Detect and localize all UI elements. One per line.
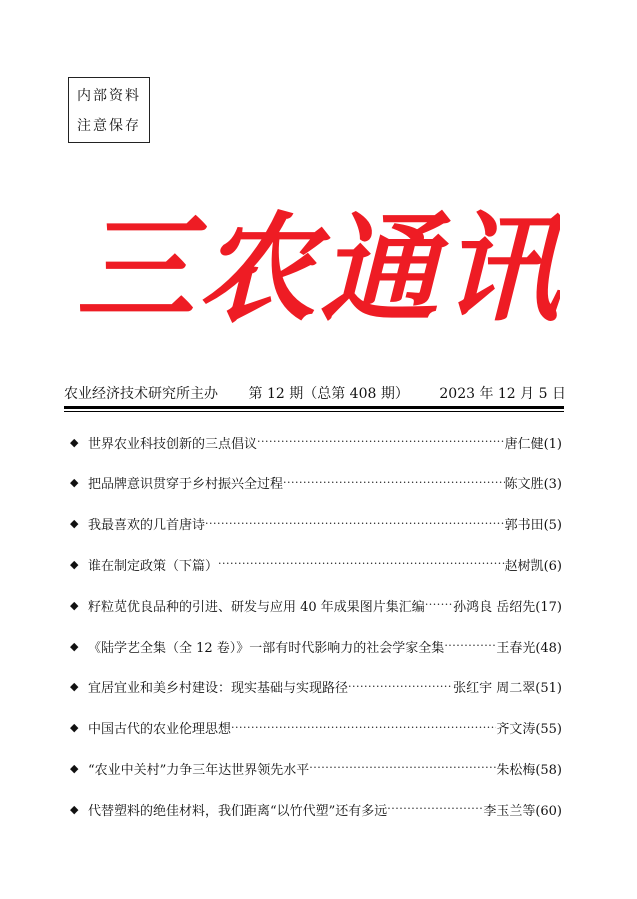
toc-item-title: 世界农业科技创新的三点倡议 bbox=[88, 436, 258, 452]
toc-item-author-page: 张红宇 周二翠(51) bbox=[453, 681, 562, 697]
toc-item-title: 籽粒苋优良品种的引进、研发与应用 40 年成果图片集汇编 bbox=[88, 599, 425, 615]
toc-item-title: 中国古代的农业伦理思想 bbox=[88, 722, 232, 738]
toc-item[interactable] bbox=[70, 636, 562, 656]
diamond-bullet-icon: ◆ bbox=[70, 557, 79, 571]
toc-item[interactable] bbox=[70, 595, 562, 615]
toc-leader-dots bbox=[257, 432, 505, 452]
toc-leader-dots bbox=[425, 595, 453, 615]
toc-leader-dots bbox=[283, 473, 505, 493]
toc-item-title: 代替塑料的绝佳材料，我们距离“以竹代塑”还有多远 bbox=[88, 803, 388, 819]
toc-item-title: 谁在制定政策（下篇） bbox=[88, 558, 219, 574]
toc-item[interactable] bbox=[70, 514, 562, 534]
masthead-calligraphy bbox=[80, 185, 560, 345]
toc-item-author-page: 郭书田(5) bbox=[504, 518, 562, 534]
toc-leader-dots bbox=[309, 758, 496, 778]
toc-item-author-page: 唐仁健(1) bbox=[504, 436, 562, 452]
toc-item-title: 把品牌意识贯穿于乡村振兴全过程 bbox=[88, 477, 284, 493]
toc-leader-dots bbox=[231, 718, 496, 738]
diamond-bullet-icon: ◆ bbox=[70, 721, 79, 735]
diamond-bullet-icon: ◆ bbox=[70, 476, 79, 490]
toc-item-title: 宜居宜业和美乡村建设：现实基础与实现路径 bbox=[88, 681, 349, 697]
toc-leader-dots bbox=[387, 799, 483, 819]
toc-item-author-page: 孙鸿良 岳绍先(17) bbox=[453, 599, 562, 615]
toc-item-author-page: 陈文胜(3) bbox=[504, 477, 562, 493]
toc-item[interactable] bbox=[70, 554, 562, 574]
diamond-bullet-icon: ◆ bbox=[70, 680, 79, 694]
toc-leader-dots bbox=[205, 514, 505, 534]
sponsor-text: 农业经济技术研究所主办 bbox=[64, 386, 218, 402]
toc-item[interactable] bbox=[70, 799, 562, 819]
header-rule-thin bbox=[64, 411, 564, 412]
masthead-title bbox=[80, 185, 560, 345]
masthead-text: 三农通讯 bbox=[80, 199, 560, 338]
diamond-bullet-icon: ◆ bbox=[70, 517, 79, 531]
issue-info-bar bbox=[64, 383, 566, 403]
diamond-bullet-icon: ◆ bbox=[70, 639, 79, 653]
toc-item-title: “农业中关村”力争三年达世界领先水平 bbox=[88, 762, 310, 778]
header-rule-thick bbox=[64, 406, 564, 409]
internal-material-stamp bbox=[68, 77, 150, 143]
toc-item[interactable] bbox=[70, 677, 562, 697]
toc-item-author-page: 朱松梅(58) bbox=[496, 762, 562, 778]
toc-item-author-page: 齐文涛(55) bbox=[496, 722, 562, 738]
toc-item-author-page: 李玉兰等(60) bbox=[483, 803, 562, 819]
toc-item-title: 我最喜欢的几首唐诗 bbox=[88, 518, 206, 534]
issue-number: 第 12 期（总第 408 期） bbox=[248, 386, 409, 402]
toc-item[interactable] bbox=[70, 758, 562, 778]
toc-item[interactable] bbox=[70, 718, 562, 738]
toc-item-author-page: 赵树凯(6) bbox=[504, 558, 562, 574]
diamond-bullet-icon: ◆ bbox=[70, 435, 79, 449]
stamp-line-1: 内部资料 bbox=[77, 88, 141, 104]
toc-item-author-page: 王春光(48) bbox=[496, 640, 562, 656]
stamp-line-2: 注意保存 bbox=[77, 118, 141, 134]
issue-date: 2023 年 12 月 5 日 bbox=[439, 386, 566, 402]
diamond-bullet-icon: ◆ bbox=[70, 802, 79, 816]
diamond-bullet-icon: ◆ bbox=[70, 761, 79, 775]
toc-item[interactable] bbox=[70, 473, 562, 493]
diamond-bullet-icon: ◆ bbox=[70, 598, 79, 612]
toc-leader-dots bbox=[444, 636, 496, 656]
toc-item[interactable] bbox=[70, 432, 562, 452]
toc-leader-dots bbox=[218, 554, 505, 574]
toc-leader-dots bbox=[348, 677, 453, 697]
toc-item-title: 《陆学艺全集（全 12 卷）》一部有时代影响力的社会学家全集 bbox=[88, 640, 445, 656]
